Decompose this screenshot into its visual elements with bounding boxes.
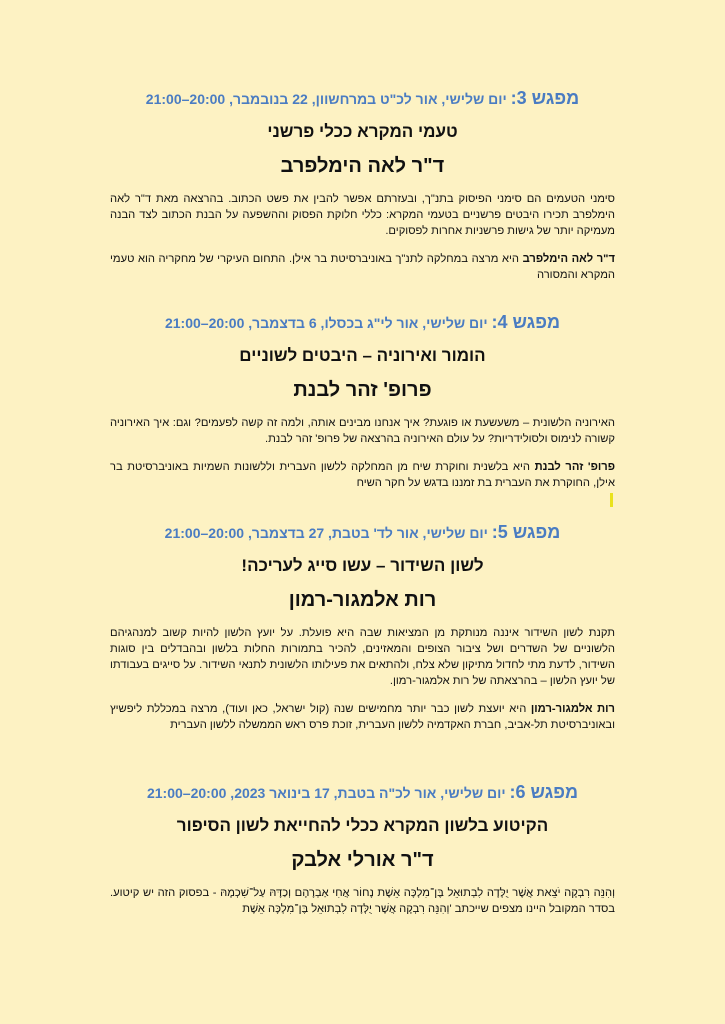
session-header [110,782,615,803]
bio-name: פרופ' זהר לבנת [534,461,615,473]
speaker-bio [110,701,615,733]
session-header [110,88,615,109]
session-date: יום שלישי, אור לכ"ט במרחשוון, 22 בנובמבר, 20:00–21:00 [145,91,507,107]
lecture-description: האירוניה הלשונית – משעשעת או פוגעת? איך אנחנו מבינים אותה, ולמה זה קשה לפעמים? וגם: איך האירוניה קשורה לנימוס ולסולידריות? על עולם האירוניה בהרצאה של פרופ' זהר לבנת. [110,417,615,445]
session-5 [110,522,615,733]
highlight-marker [610,493,613,507]
session-header [110,312,615,333]
lecture-description: תקנת לשון השידור איננה מנותקת מן המציאות שבה היא פועלת. על יועץ הלשון להיות קשוב למנהגיהם הלשוניים של השדרים ושל ציבור הצופים והמאזינים, להכיר בתמורות החלות בלשון ובהבדלים בין סוגות השידור, לדעת מתי לחדול מתיקון שלא צלח, ולהתאים את פעילותו הלשונית לתנאי השידור. על סייגים בעבודתו של יועץ הלשון – בהרצאתה של רות אלמגור-רמון. [110,627,615,687]
session-number: מפגש 4: [491,312,561,332]
session-6 [110,782,615,917]
bio-text: היא יועצת לשון כבר יותר מחמישים שנה (קול ישראל, כאן ועוד), מרצה במכללת ליפשיץ ובאוניברסיטת תל-אביב, חברת האקדמיה ללשון העברית, זוכת פרס ראש הממשלה ללשון העברית [110,703,615,731]
speaker-bio [110,251,615,283]
lecture-title: טעמי המקרא ככלי פרשני [267,122,458,141]
session-4 [110,312,615,491]
lecture-title: הומור ואירוניה – היבטים לשוניים [239,346,486,365]
lecture-description: סימני הטעמים הם סימני הפיסוק בתנ"ך, ובעזרתם אפשר להבין את פשט הכתוב. בהרצאה מאת ד"ר לאה הימלפרב תכירו היבטים פרשניים בטעמי המקרא: כללי חלוקת הפסוק וההשפעה על הבנת הכתוב לצד הבנה מעמיקה יותר של גישות פרשניות אחרות לפסוקים. [110,193,615,237]
session-3 [110,88,615,283]
session-number: מפגש 3: [510,88,580,108]
lecture-description [110,885,615,917]
verse-quote: וְהִנֵּה רִבְקָה יֹצֵאת אֲשֶׁר יֻלְּדָה לִבְתוּאֵל בֶּן־מִלְכָּה אֵשֶׁת נָחוֹר אֲחִי אַבְרָהָם וְכַדָּהּ עַל־שִׁכְמָהּ [220,887,616,899]
lecture-title: לשון השידור – עשו סייג לעריכה! [241,556,484,575]
session-date: יום שלישי, אור לי"ג בכסלו, 6 בדצמבר, 20:00–21:00 [164,315,488,331]
bio-text: היא מרצה במחלקה לתנ"ך באוניברסיטת בר אילן. התחום העיקרי של מחקריה הוא טעמי המקרא והמסורה [110,253,615,281]
description-text: - בפסוק הזה יש קיטוע. בסדר המקובל היינו מצפים שייכתב 'וְהִנֵּה רִבְקָה אֲשֶׁר יֻלְּדָה לִבְתוּאֵל בֶּן־מִלְכָּה אֵשֶׁת [110,887,615,915]
bio-name: ד"ר לאה הימלפרב [522,253,616,265]
speaker-name: רות אלמגור-רמון [288,589,437,611]
speaker-name: ד"ר לאה הימלפרב [280,155,445,177]
session-number: מפגש 6: [509,782,579,802]
session-header [110,522,615,543]
session-date: יום שלישי, אור לד' בטבת, 27 בדצמבר, 20:00–21:00 [164,525,488,541]
bio-text: היא בלשנית וחוקרת שיח מן המחלקה ללשון העברית וללשונות השמיות באוניברסיטת בר אילן, החוקרת את העברית בת זמננו בדגש על חקר השיח [110,461,615,489]
speaker-bio [110,459,615,491]
speaker-name: פרופ' זהר לבנת [293,379,432,401]
speaker-name: ד"ר אורלי אלבק [291,849,434,871]
bio-name: רות אלמגור-רמון [530,703,615,715]
session-number: מפגש 5: [491,522,561,542]
session-date: יום שלישי, אור לכ"ה בטבת, 17 בינואר 2023, 20:00–21:00 [146,785,506,801]
lecture-title: הקיטוע בלשון המקרא ככלי להחייאת לשון הסיפור [176,816,549,835]
